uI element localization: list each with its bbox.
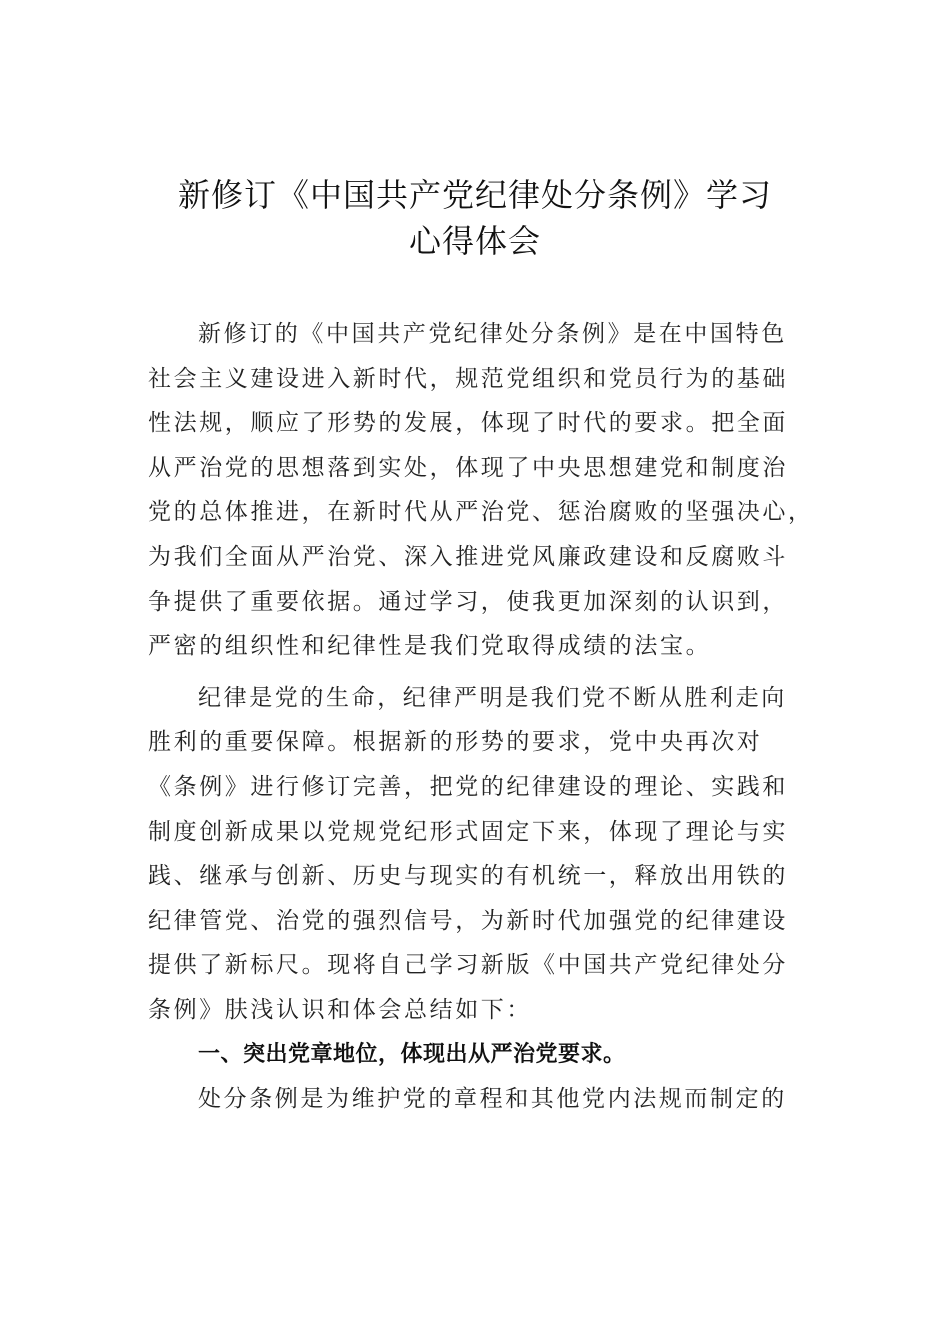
paragraph-line: 严密的组织性和纪律性是我们党取得成绩的法宝。: [148, 633, 712, 660]
paragraph-line: 性法规，顺应了形势的发展，体现了时代的要求。把全面: [148, 410, 788, 437]
paragraph-line: 新修订的《中国共产党纪律处分条例》是在中国特色: [198, 321, 787, 347]
paragraph-line: 争提供了重要依据。通过学习，使我更加深刻的认识到，: [148, 588, 788, 615]
paragraph-line: 制度创新成果以党规党纪形式固定下来，体现了理论与实: [148, 818, 788, 845]
paragraph-line: 《条例》进行修订完善，把党的纪律建设的理论、实践和: [148, 773, 788, 800]
paragraph-2: [148, 676, 808, 1033]
paragraph-line: 为我们全面从严治党、深入推进党风廉政建设和反腐败斗: [148, 543, 788, 570]
paragraph-line: 社会主义建设进入新时代，规范党组织和党员行为的基础: [148, 365, 788, 392]
paragraph-line: 党的总体推进，在新时代从严治党、惩治腐败的坚强决心，: [148, 499, 814, 526]
paragraph-line: 提供了新标尺。现将自己学习新版《中国共产党纪律处分: [148, 952, 788, 979]
document-title: [145, 172, 805, 264]
paragraph-line: 处分条例是为维护党的章程和其他党内法规而制定的: [198, 1086, 787, 1113]
paragraph-line: 纪律是党的生命，纪律严明是我们党不断从胜利走向: [198, 684, 787, 711]
title-line-1: 新修订《中国共产党纪律处分条例》学习: [177, 176, 772, 214]
document-body: [148, 312, 814, 1122]
paragraph-3: [148, 1077, 808, 1122]
paragraph-line: 胜利的重要保障。根据新的形势的要求，党中央再次对: [148, 729, 763, 756]
paragraph-line: 践、继承与创新、历史与现实的有机统一，释放出用铁的: [148, 863, 788, 890]
paragraph-line: 纪律管党、治党的强烈信号，为新时代加强党的纪律建设: [148, 907, 788, 934]
paragraph-line: 条例》肤浅认识和体会总结如下：: [148, 996, 532, 1023]
title-line-2: 心得体会: [408, 222, 541, 260]
section-heading: 一、突出党章地位，体现出从严治党要求。: [198, 1041, 626, 1067]
paragraph-spacer: [148, 669, 808, 676]
paragraph-line: 从严治党的思想落到实处，体现了中央思想建党和制度治: [148, 454, 788, 481]
paragraph-1: [148, 312, 814, 669]
